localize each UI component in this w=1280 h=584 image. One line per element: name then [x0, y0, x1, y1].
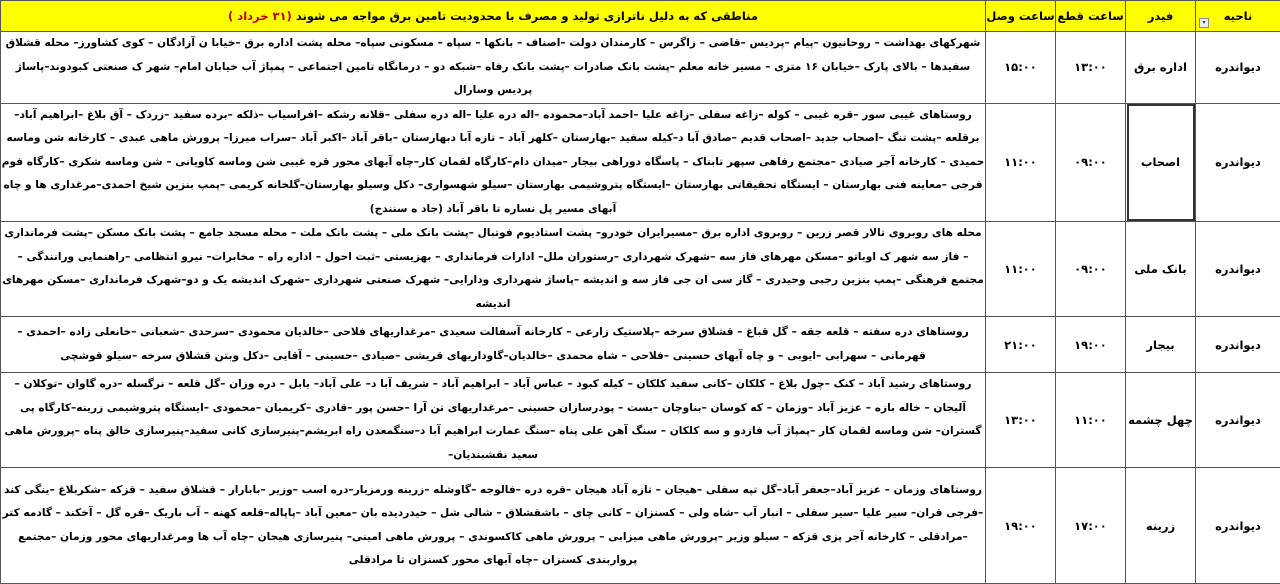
region-cell: دیواندره — [1196, 373, 1280, 468]
feeder-cell: بانک ملی — [1126, 222, 1196, 317]
connect-time-header-label: ساعت وصل — [986, 9, 1054, 23]
cut-time-cell: ۰۹:۰۰ — [1056, 103, 1126, 222]
affected-areas-cell: روستاهای دره سفته – قلعه جقه – گل قباغ – قشلاق سرخه –پلاستیک زارعی – کارخانه آسفالت سعیدی –مرغداریهای فلاحی –خالدیان محمودی –سرحدی –شعبانی –خانعلی زاده –احمدی –قهرمانی – سهرابی –ایوبی – و چاه آبهای حسینی –فلاحی – شاه محمدی –خالدیان–گاوداریهای قریشی –صیادی –حسینی – آقایی –دکل وبتن قشلاق سرخه –سیلو قوشچی — [1, 317, 986, 373]
connect-time-cell: ۱۹:۰۰ — [986, 468, 1056, 584]
table-title-date: (۳۱ خرداد ) — [228, 9, 292, 23]
connect-time-cell: ۱۱:۰۰ — [986, 222, 1056, 317]
connect-time-cell: ۲۱:۰۰ — [986, 317, 1056, 373]
column-header-region[interactable] — [1196, 1, 1280, 32]
feeder-header-label: فیدر — [1148, 9, 1174, 23]
cut-time-cell: ۱۹:۰۰ — [1056, 317, 1126, 373]
cut-time-cell: ۱۱:۰۰ — [1056, 373, 1126, 468]
connect-time-cell: ۱۳:۰۰ — [986, 373, 1056, 468]
affected-areas-cell: محله های روبروی تالار قصر زرین – روبروی اداره برق –مسیرایران خودرو– پشت استادیوم فوتبال –پشت بانک ملی – پشت بانک ملت – محله مسجد جامع – پشت بانک مسکن –پشت فرمانداری – فاز سه شهر ک اوباتو –مسکن مهرهای فاز سه –شهرک شهرداری –رستوران ملل– ادارات فرمانداری – بهزیستی –ثبت احول – اداره راه – مخابرات– نیرو انتظامی –راهنمایی ورانندگی – مجتمع فرهنگی –پمپ بنزین رجبی وحیدری – گاز سی ان جی فاز سه و اندیشه –پاساژ شهرداری ودارایی– شهرک صنعتی شهرداری –شهرک اندیشه یک و دو–شهرک فرمانداری –مسکن مهرهای اندیشه — [1, 222, 986, 317]
connect-time-cell: ۱۱:۰۰ — [986, 103, 1056, 222]
region-cell: دیواندره — [1196, 317, 1280, 373]
affected-areas-cell: روستاهای غیبی سور –قره غیبی – کوله –زاغه سفلی –زاغه علیا –احمد آباد–محموده –اله دره علیا –اله دره سفلی –قلانه رشکه –افراسیاب –ذلکه –برده سفید –زردک – آق بلاغ –ابراهیم آباد– برقلعه –پشت تنگ –اصحاب جدید –اصحاب قدیم –صادق آبا د–کیله سفید –بهارستان –کلهر آباد – تازه آبا دبهارستان –باقر آباد –اکبر آباد –سراب میرزا– پرورش ماهی عبدی – کارخانه شن وماسه حمیدی – کارخانه آجر صیادی –مجتمع رفاهی سپهر تابناک – پاسگاه دوراهی بیجار –میدان دام–کارگاه لقمان کار–چاه آبهای محور قره غیبی شن وماسه کاویانی – شن وماسه شکری –کارگاه فوم فرجی –معاینه فنی بهارستان – ایستگاه تحقیقاتی بهارستان –ایستگاه پتروشیمی بهارستان –سیلو شهسواری– دکل وسیلو بهارستان–گلخانه کریمی –پمپ بنزین شیخ احمدی–مرغداری ها و چاه آبهای مسیر پل نساره تا باقر آباد (جاد ه سنندج) — [1, 103, 986, 222]
affected-areas-cell: روستاهای وزمان – عزیز آباد–جعفر آباد–گل تپه سفلی –هیجان – تازه آباد هیجان –قره دره –فالوجه –گاوشله –زرینه ورمزیار–دره اسب –وزیر –بابارار – قشلاق سفید – قزکه –شکربلاغ –ینگی کند –فرجی قران– سیر علیا –سیر سفلی – انبار آب –شاه ولی – کسنزان – کانی چای – باشقشلاق – شالی شل – حیدردیده بان –معین آباد –پاپاله–قلعه کهنه – آب باریک –قره گل – آخکند – گادمه کتر –مرادقلی – کارخانه آجر پزی قزکه – سیلو وزیر –پرورش ماهی میزابی – پرورش ماهی کاکسوندی – پرورش ماهی امینی– پنیرسازی هیجان –چاه آب ها ومرغداریهای محور وزمان –مجتمع پرواربندی کسنزان –چاه آبهای محور کسنزان تا مرادقلی — [1, 468, 986, 584]
feeder-cell: اداره برق — [1126, 32, 1196, 104]
region-header-label: ناحیه — [1224, 9, 1253, 23]
column-header-connect-time — [986, 1, 1056, 32]
table-row — [1, 468, 1280, 584]
affected-areas-cell: روستاهای رشید آباد – کنک –چول بلاغ – کلکان –کانی سفید کلکان – کیله کبود – عباس آباد – ابراهیم آباد – شریف آبا د– علی آباد– یابل – دره وزان –گل قلعه – نرگسله –دره گاوان –توکلان –آلیجان – خاله بازه – عزیز آباد –وزمان – که کوسان –بناوچان –بست – پودرسازان حسینی –مرغداریهای تن آرا –حسن پور –قادری –کریمیان –محمودی –ایستگاه پتروشیمی زرینه–کارگاه پی گستران– شن وماسه لقمان کار –پمپاژ آب فازدو و سه کلکان – سنگ آهن علی پناه –سنگ عمارت ابراهیم آبا د–سنگمعدن راه ابریشم–پنیرسازی کانی سفید–پنیرسازی خالق پناه –پرورش ماهی سعید نقشبندیان– — [1, 373, 986, 468]
feeder-cell-selected[interactable]: اصحاب — [1126, 103, 1196, 222]
column-header-cut-time — [1056, 1, 1126, 32]
table-row — [1, 373, 1280, 468]
table-title-text: مناطقی که به دلیل ناترازی تولید و مصرف با محدودیت تامین برق مواجه می شوند — [296, 9, 758, 23]
feeder-cell: بیجار — [1126, 317, 1196, 373]
region-cell: دیواندره — [1196, 32, 1280, 104]
cut-time-cell: ۰۹:۰۰ — [1056, 222, 1126, 317]
region-cell: دیواندره — [1196, 103, 1280, 222]
table-row — [1, 317, 1280, 373]
table-row — [1, 222, 1280, 317]
filter-dropdown-icon[interactable]: ▾ — [1199, 18, 1209, 28]
feeder-cell: چهل چشمه — [1126, 373, 1196, 468]
cut-time-cell: ۱۷:۰۰ — [1056, 468, 1126, 584]
table-row — [1, 103, 1280, 222]
affected-areas-cell: شهرکهای بهداشت – روحانیون –پیام –پردیس –قاضی – زاگرس – کارمندان دولت –اصناف – بانکها – سپاه – مسکونی سپاه– محله پشت اداره برق –خیابا ن آزادگان – کوی کشاورز– محله قشلاق سفیدها – بالای پارک –خیابان ۱۶ متری – مسیر خانه معلم –پشت بانک صادرات –پشت بانک رفاه –شبکه دو – درمانگاه تامین اجتماعی – پمپاژ آب خیابان امام– شهر ک صنعتی کبودوند–پاساژ پردیس وسارال — [1, 32, 986, 104]
column-header-feeder — [1126, 1, 1196, 32]
cut-time-header-label: ساعت قطع — [1057, 9, 1123, 23]
header-row — [1, 1, 1280, 32]
table-title — [1, 1, 986, 32]
connect-time-cell: ۱۵:۰۰ — [986, 32, 1056, 104]
cut-time-cell: ۱۳:۰۰ — [1056, 32, 1126, 104]
table-row — [1, 32, 1280, 104]
feeder-cell: زرینه — [1126, 468, 1196, 584]
region-cell: دیواندره — [1196, 468, 1280, 584]
region-cell: دیواندره — [1196, 222, 1280, 317]
